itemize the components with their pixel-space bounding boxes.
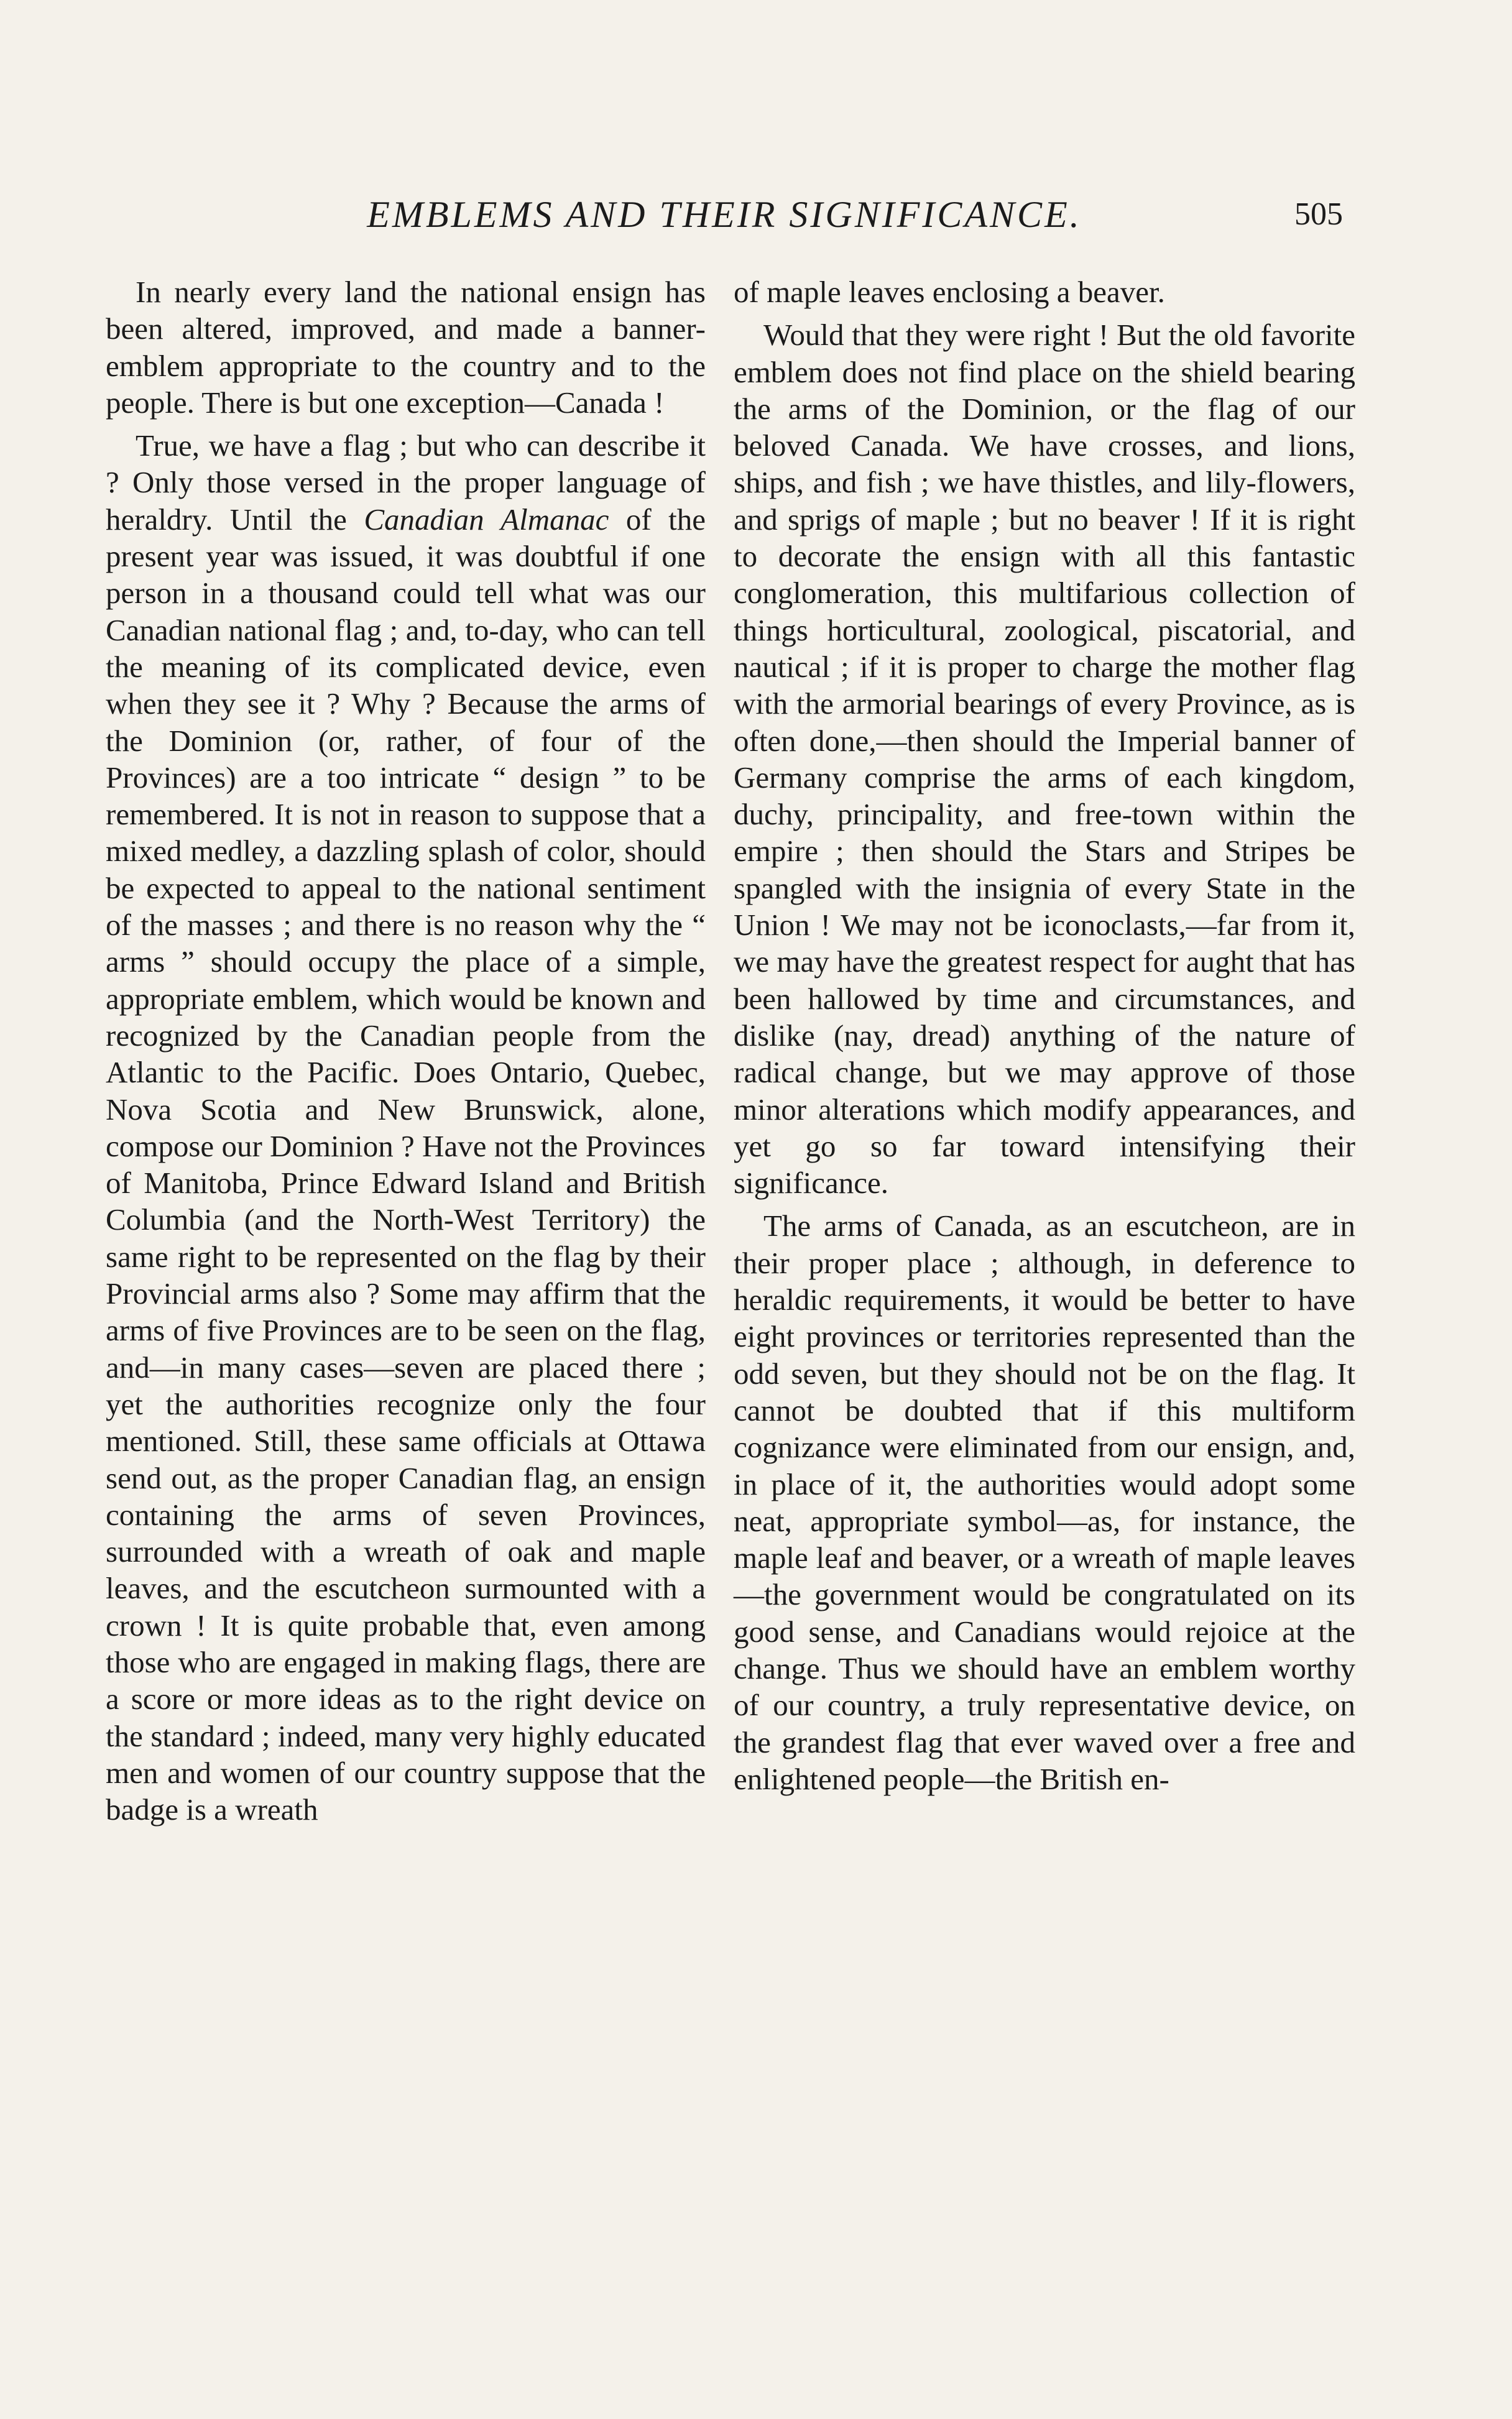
right-column: [734, 274, 1355, 2263]
left-paragraph-2-part-a: True, we have a flag ; but who can describe it ? Only those versed in the proper language of heraldry. Until the: [106, 428, 706, 537]
left-paragraph-1: In nearly every land the national ensign has been altered, improved, and made a banner-emblem appropriate to the country and to the people. There is but one exception—Canada !: [106, 275, 706, 420]
right-paragraph-2: The arms of Canada, as an escutcheon, are in their proper place ; although, in deference to heraldic requirements, it would be better to have eight provinces or territories represented than the odd seven, but they should not be on the flag. It cannot be doubted that if this multiform cognizance were eliminated from our ensign, and, in place of it, the authorities would adopt some neat, appropriate symbol—as, for instance, the maple leaf and beaver, or a wreath of maple leaves—the government would be congratulated on its good sense, and Canadians would rejoice at the change. Thus we should have an emblem worthy of our country, a truly representative device, on the grandest flag that ever waved over a free and enlightened people—the British en-: [734, 1209, 1355, 1796]
right-continuation-line: of maple leaves enclosing a beaver.: [734, 275, 1165, 309]
left-paragraph-2: [106, 427, 706, 1828]
right-paragraph-1: Would that they were right ! But the old favorite emblem does not find place on the shield bearing the arms of the Dominion, or the flag of our beloved Canada. We have crosses, and lions, ships, and fish ; we have thistles, and lily-flowers, and sprigs of maple ; but no beaver ! If it is right to decorate the ensign with all this fantastic conglomeration, this multifarious collection of things horticultural, zoological, piscatorial, and nautical ; if it is proper to charge the mother flag with the armorial bearings of every Province, as is often done,—then should the Imperial banner of Germany comprise the arms of each kingdom, duchy, principality, and free-town within the empire ; then should the Stars and Stripes be spangled with the insignia of every State in the Union ! We may not be iconoclasts,—far from it, we may have the greatest respect for aught that has been hallowed by time and circumstances, and dislike (nay, dread) anything of the nature of radical change, but we may approve of those minor alterations which modify appearances, and yet go so far toward intensifying their significance.: [734, 318, 1356, 1200]
left-paragraph-2-part-b: of the present year was issued, it was doubtful if one person in a thousand could tell what was our Canadian national flag ; and, to-day, who can tell the meaning of its complicated device, even when they see it ? Why ? Because the arms of the Dominion (or, rather, of four of the Provinces) are a too intricate “ design ” to be remembered. It is not in reason to suppose that a mixed medley, a dazzling splash of color, should be expected to appeal to the national sentiment of the masses ; and there is no reason why the “ arms ” should occupy the place of a simple, appropriate emblem, which would be known and recognized by the Canadian people from the Atlantic to the Pacific. Does Ontario, Quebec, Nova Scotia and New Brunswick, alone, compose our Dominion ? Have not the Provinces of Manitoba, Prince Edward Island and British Columbia (and the North-West Territory) the same right to be represented on the flag by their Provincial arms also ? Some may affirm that the arms of five Provinces are to be seen on the flag, and—in many cases—seven are placed there ; yet the authorities recognize only the four mentioned. Still, these same officials at Ottawa send out, as the proper Canadian flag, an ensign containing the arms of seven Provinces, surrounded with a wreath of oak and maple leaves, and the escutcheon surmounted with a crown ! It is quite probable that, even among those who are engaged in making flags, there are a score or more ideas as to the right device on the standard ; indeed, many very highly educated men and women of our country suppose that the badge is a wreath: [106, 502, 706, 1827]
page-number: 505: [1294, 196, 1343, 232]
left-column: [106, 274, 706, 2263]
almanac-title: Canadian Almanac: [364, 502, 609, 537]
running-header: [106, 187, 1343, 242]
running-title: EMBLEMS AND THEIR SIGNIFICANCE.: [367, 194, 1082, 235]
